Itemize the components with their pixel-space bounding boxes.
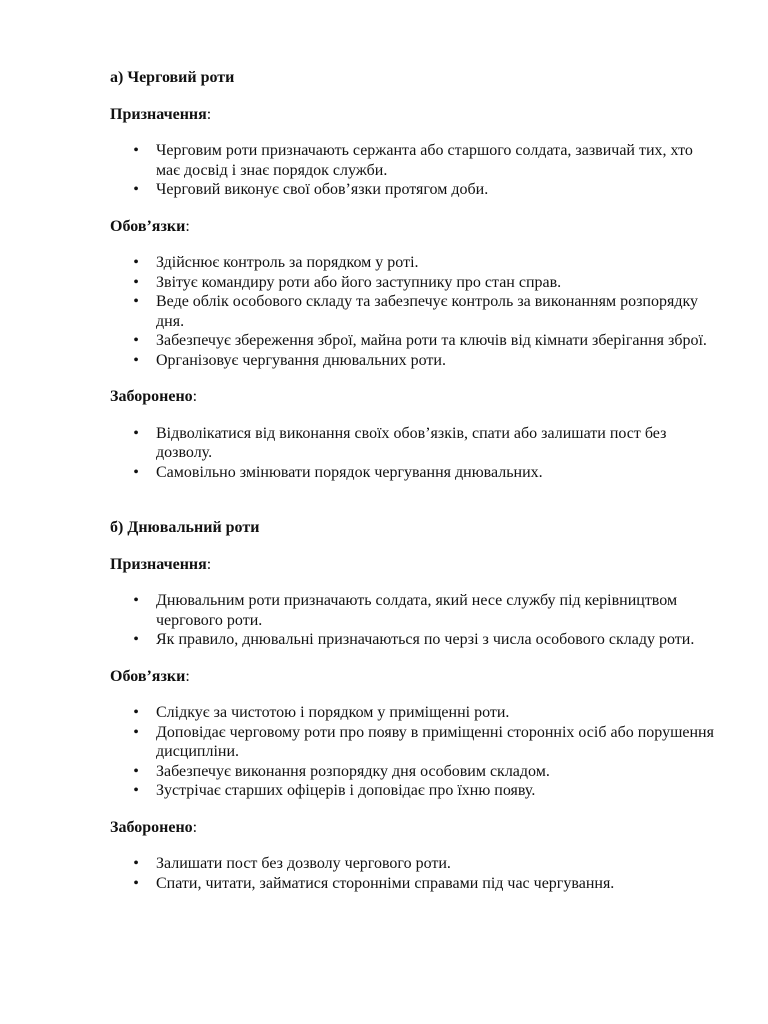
- list-item-text: Спати, читати, займатися сторонніми справами під час чергування.: [156, 874, 615, 892]
- bullet-list: [110, 141, 720, 200]
- bullet-icon: •: [133, 424, 139, 442]
- bullet-list: [110, 424, 720, 483]
- bullet-icon: •: [133, 142, 139, 159]
- list-item-text: Днювальним роти призначають солдата, який несе службу під керівництвом чергового роти.: [156, 592, 678, 629]
- bullet-list: [110, 854, 720, 893]
- list-item-text: Черговим роти призначають сержанта або старшого солдата, зазвичай тих, хто має досвід і знає порядок служби.: [156, 142, 693, 179]
- list-item: [110, 781, 720, 801]
- list-item: [110, 331, 720, 351]
- bullet-icon: •: [133, 592, 139, 609]
- subheading-purpose: Призначення:: [110, 555, 212, 573]
- subheading-label: Обов’язки: [110, 217, 186, 235]
- subheading-label: Призначення: [110, 555, 207, 573]
- bullet-icon: •: [133, 332, 139, 349]
- subheading-label: Заборонено: [110, 388, 193, 405]
- list-item: [110, 180, 720, 200]
- list-item-text: Залишати пост без дозволу чергового роти.: [156, 855, 451, 872]
- list-item: [110, 874, 720, 894]
- section-spacer: [110, 482, 720, 518]
- document-page: [110, 68, 720, 893]
- list-item: [110, 762, 720, 782]
- list-item: [110, 351, 720, 371]
- bullet-icon: •: [133, 293, 139, 310]
- list-item-text: Самовільно змінювати порядок чергування днювальних.: [156, 463, 543, 481]
- list-item-text: Слідкує за чистотою і порядком у приміщенні роти.: [156, 704, 510, 721]
- bullet-icon: •: [133, 704, 139, 721]
- bullet-list: [110, 703, 720, 801]
- bullet-icon: •: [133, 463, 139, 481]
- bullet-icon: •: [133, 855, 139, 872]
- list-item: [110, 591, 720, 630]
- bullet-icon: •: [133, 874, 139, 892]
- subheading-label: Обов’язки: [110, 667, 186, 685]
- subheading-label: Заборонено: [110, 818, 193, 836]
- list-item-text: Черговий виконує свої обов’язки протягом доби.: [156, 181, 489, 198]
- list-item: [110, 253, 720, 273]
- list-item: [110, 463, 720, 483]
- bullet-icon: •: [133, 631, 139, 648]
- bullet-list: [110, 253, 720, 370]
- subheading-label: Призначення: [110, 105, 207, 123]
- bullet-list: [110, 591, 720, 650]
- list-item: [110, 723, 720, 762]
- list-item-text: Звітує командиру роти або його заступнику про стан справ.: [156, 273, 562, 291]
- subheading-purpose: Призначення:: [110, 105, 212, 123]
- bullet-icon: •: [133, 351, 139, 369]
- bullet-icon: •: [133, 762, 139, 780]
- bullet-icon: •: [133, 782, 139, 799]
- list-item-text: Відволікатися від виконання своїх обов’язків, спати або залишати пост без дозволу.: [156, 424, 667, 461]
- list-item: [110, 854, 720, 874]
- bullet-icon: •: [133, 254, 139, 271]
- list-item: [110, 273, 720, 293]
- subheading-duties: Обов’язки:: [110, 217, 190, 235]
- list-item-text: Доповідає черговому роти про появу в приміщенні сторонніх осіб або порушення дисципліни.: [156, 723, 714, 760]
- subheading-forbidden: Заборонено:: [110, 818, 198, 836]
- list-item-text: Забезпечує виконання розпорядку дня особовим складом.: [156, 762, 550, 780]
- bullet-icon: •: [133, 181, 139, 198]
- section-title: б) Днювальний роти: [110, 519, 260, 536]
- bullet-icon: •: [133, 723, 139, 741]
- list-item: [110, 424, 720, 463]
- subheading-forbidden: Заборонено:: [110, 388, 198, 405]
- list-item-text: Здійснює контроль за порядком у роті.: [156, 254, 419, 271]
- list-item-text: Веде облік особового складу та забезпечує контроль за виконанням розпорядку дня.: [156, 293, 699, 330]
- bullet-icon: •: [133, 273, 139, 291]
- list-item: [110, 630, 720, 650]
- list-item-text: Як правило, днювальні призначаються по черзі з числа особового складу роти.: [156, 631, 695, 648]
- list-item-text: Зустрічає старших офіцерів і доповідає про їхню появу.: [156, 782, 536, 799]
- list-item: [110, 141, 720, 180]
- list-item-text: Забезпечує збереження зброї, майна роти та ключів від кімнати зберігання зброї.: [156, 332, 707, 349]
- list-item: [110, 703, 720, 723]
- list-item-text: Організовує чергування днювальних роти.: [156, 351, 446, 369]
- section-title: а) Черговий роти: [110, 69, 235, 86]
- subheading-duties: Обов’язки:: [110, 667, 190, 685]
- list-item: [110, 292, 720, 331]
